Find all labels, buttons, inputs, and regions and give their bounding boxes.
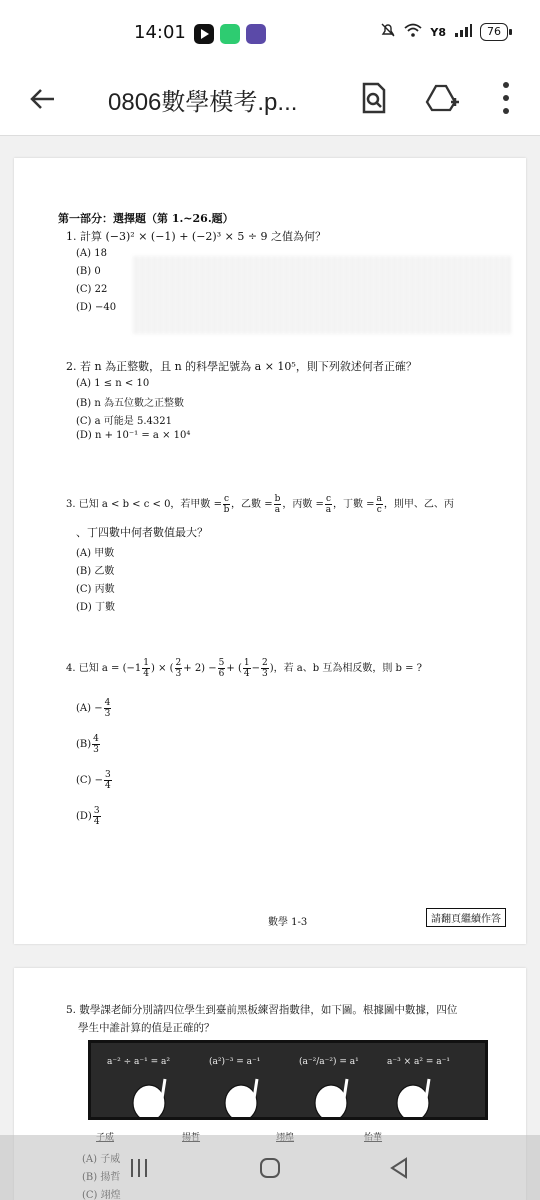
more-options-button[interactable]: [496, 78, 516, 118]
section-title: 第一部分：選擇題（第 1.~26.題）: [58, 212, 234, 225]
document-search-icon: [356, 80, 392, 116]
q3-option-c: (C) 丙數: [76, 584, 115, 595]
document-title: 0806數學模考.p...: [108, 89, 298, 116]
q2-option-a: (A) 1 ≤ n < 10: [76, 378, 150, 389]
q4-option-d: (D) $\frac{3}{4}$: [76, 806, 100, 827]
q1-option-a: (A) 18: [76, 248, 107, 259]
q3-option-d: (D) 丁數: [76, 602, 115, 613]
q3-stem-line2: 、丁四數中何者數值最大？: [76, 526, 208, 539]
q3-stem-part: ，丙數 =: [282, 499, 324, 510]
status-bar: [0, 0, 540, 68]
students-illustration: [91, 1043, 485, 1117]
q3-stem-part: ，則甲、乙、丙: [383, 499, 454, 510]
game-app-icon: [246, 24, 266, 44]
home-button[interactable]: [255, 1153, 285, 1183]
recents-icon: [124, 1153, 154, 1183]
recents-button[interactable]: [124, 1153, 154, 1183]
q3-stem-part: ，丁數 =: [332, 499, 375, 510]
add-to-drive-icon: [424, 80, 460, 116]
nav-back-icon: [384, 1153, 414, 1183]
q3-frac-ding: $\frac{a}{c}$: [376, 494, 382, 515]
system-navigation-bar: [0, 1135, 540, 1200]
q3-frac-jia: $\frac{c}{b}$: [223, 494, 230, 515]
q1-stem: 1. 計算 (−3)² × (−1) + (−2)³ × 5 ÷ 9 之值為何？: [66, 230, 327, 243]
q5-stem-line2: 學生中誰計算的值是正確的？: [78, 1022, 215, 1034]
board-equation: (a⁻²/a⁻²) = a¹: [299, 1057, 359, 1067]
q4-option-a: (A) − $\frac{4}{3}$: [76, 698, 111, 719]
mute-icon: [380, 22, 396, 42]
blackboard-illustration: [88, 1040, 488, 1120]
q2-option-d: (D) n + 10⁻¹ = a × 10⁴: [76, 430, 191, 441]
more-vert-icon: [503, 82, 509, 88]
nav-back-button[interactable]: [384, 1153, 414, 1183]
board-equation: (a²)⁻³ = a⁻¹: [209, 1057, 261, 1067]
q1-option-b: (B) 0: [76, 266, 101, 277]
video-app-icon: [194, 24, 214, 44]
battery-indicator: 76: [480, 23, 508, 41]
status-time: 14:01: [134, 22, 186, 43]
network-label: Y8: [430, 25, 446, 39]
q1-option-d: (D) −40: [76, 302, 117, 313]
page-number: 數學 1-3: [268, 917, 308, 928]
q5-stem-line1: 5. 數學課老師分別請四位學生到臺前黑板練習指數律，如下圖。根據圖中數據，四位: [66, 1004, 458, 1016]
arrow-left-icon: [26, 82, 60, 116]
q3-stem-part: 3. 已知 a < b < c < 0，若甲數 =: [66, 499, 222, 510]
back-button[interactable]: [26, 82, 60, 116]
q2-option-c: (C) a 可能是 5.4321: [76, 416, 172, 427]
turn-page-note: 請翻頁繼續作答: [426, 908, 506, 927]
wifi-icon: [404, 23, 422, 41]
status-icons: [380, 22, 508, 42]
q2-stem: 2. 若 n 為正整數，且 n 的科學記號為 a × 10⁵，則下列敘述何者正確？: [66, 360, 417, 373]
q2-option-b: (B) n 為五位數之正整數: [76, 398, 184, 409]
board-equation: a⁻³ × a² = a⁻¹: [387, 1057, 450, 1067]
q4-option-c: (C) − $\frac{3}{4}$: [76, 770, 111, 791]
board-equation: a⁻² ÷ a⁻¹ = a²: [107, 1057, 170, 1067]
q3-stem-part: ，乙數 =: [231, 499, 273, 510]
q3-option-a: (A) 甲數: [76, 548, 115, 559]
blurred-region: [132, 256, 512, 334]
q3-frac-yi: $\frac{b}{a}$: [274, 494, 281, 515]
q4-option-b: (B) $\frac{4}{3}$: [76, 734, 99, 755]
signal-icon: [454, 23, 472, 41]
q1-option-c: (C) 22: [76, 284, 108, 295]
pdf-page-1: [14, 158, 526, 944]
search-in-document-button[interactable]: [356, 80, 392, 116]
app-toolbar: [0, 68, 540, 136]
q3-stem: [66, 494, 454, 515]
home-icon: [255, 1153, 285, 1183]
add-to-drive-button[interactable]: [424, 80, 460, 116]
q3-frac-bing: $\frac{c}{a}$: [325, 494, 332, 515]
q3-option-b: (B) 乙數: [76, 566, 115, 577]
q4-stem: 4. 已知 a = (−1 $\frac{1}{4}$ ) × ( $\frac{2}{3}$ + 2) − $\frac{5}{6}$ + ( $\frac{1}{4}$ − $\frac{2}{3}$ )，若 a、b 互為相反數，則 b = ?: [66, 658, 423, 679]
line-app-icon: [220, 24, 240, 44]
